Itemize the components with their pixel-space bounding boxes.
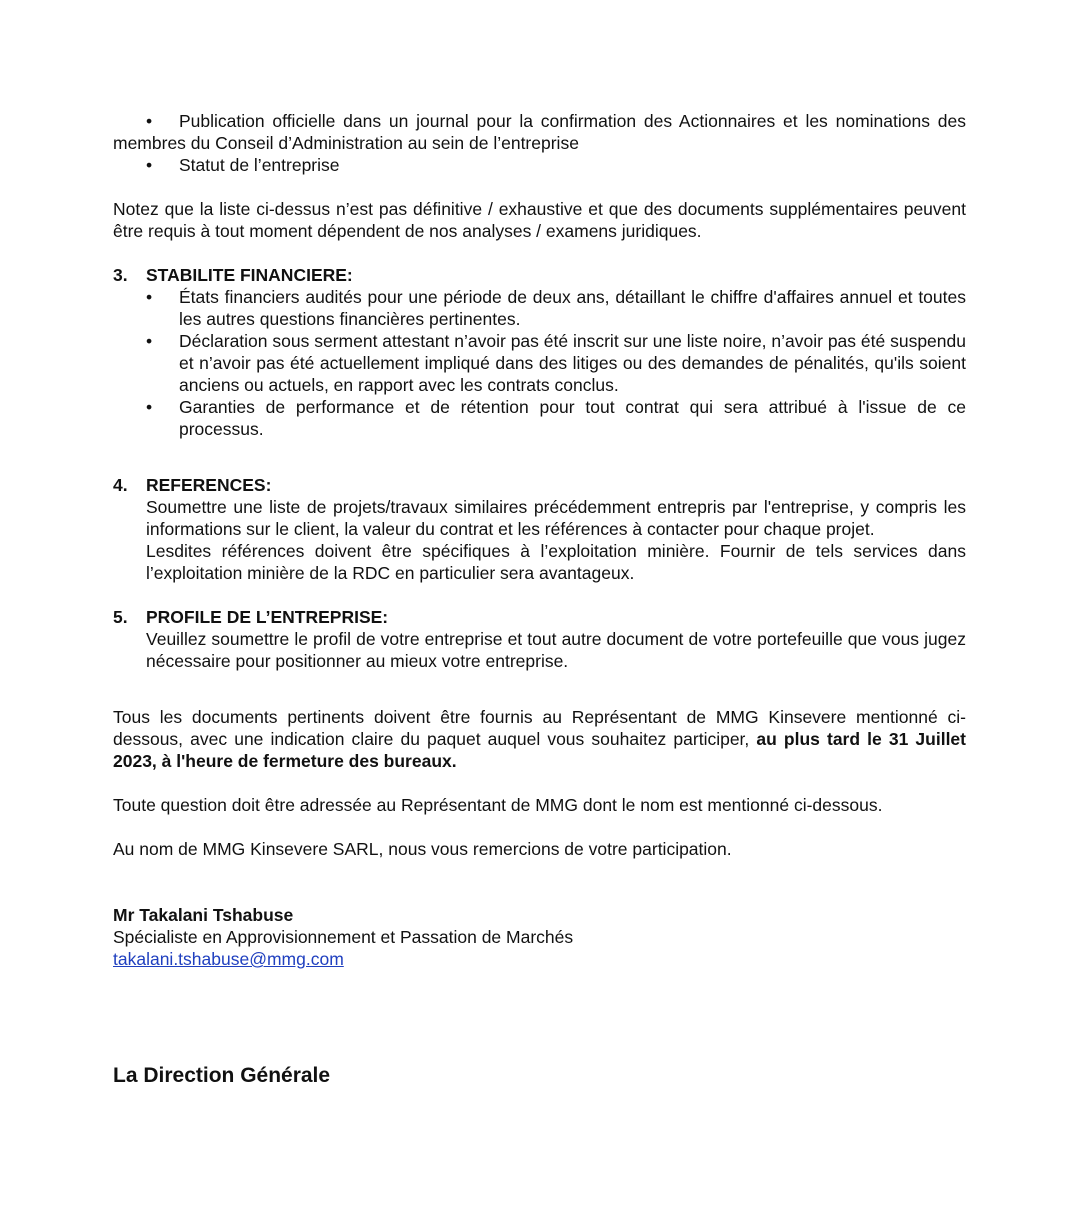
- bullet-icon: •: [146, 397, 153, 417]
- bullet-icon: •: [146, 287, 153, 307]
- section-heading: PROFILE DE L’ENTREPRISE:: [146, 607, 389, 627]
- list-item: [113, 154, 966, 176]
- list-item: [113, 110, 966, 154]
- section-number: 3.: [113, 265, 128, 285]
- section-number: 4.: [113, 475, 128, 495]
- financial-bullet-list: [146, 286, 966, 440]
- bullet-icon: •: [146, 331, 153, 351]
- signatory-email-link[interactable]: takalani.tshabuse@mmg.com: [113, 949, 344, 969]
- signatory-name: Mr Takalani Tshabuse: [113, 905, 294, 925]
- list-item-text: Publication officielle dans un journal pour la confirmation des Actionnaires et les nominations des membres du Conseil d’Administration au sein de l’entreprise: [113, 111, 966, 153]
- submission-text: Tous les documents pertinents doivent être fournis au Représentant de MMG Kinsevere mentionné ci-dessous, avec une indication claire du paquet auquel vous souhaitez participer,: [113, 707, 966, 749]
- note-paragraph: Notez que la liste ci-dessus n’est pas définitive / exhaustive et que des documents supplémentaires peuvent être requis à tout moment dépendent de nos analyses / examens juridiques.: [113, 199, 966, 241]
- signatory-title: Spécialiste en Approvisionnement et Passation de Marchés: [113, 927, 574, 947]
- submission-deadline: au plus tard le 31 Juillet 2023, à l'heure de fermeture des bureaux.: [113, 729, 966, 771]
- section-financial-stability: [113, 264, 966, 440]
- signature-block: [113, 904, 966, 970]
- references-paragraph: Soumettre une liste de projets/travaux similaires précédemment entrepris par l'entreprise, y compris les informations sur le client, la valeur du contrat et les références à contacter pour chaque projet.: [146, 497, 966, 539]
- section-heading: STABILITE FINANCIERE:: [146, 265, 353, 285]
- list-item-text: États financiers audités pour une période de deux ans, détaillant le chiffre d'affaires annuel et toutes les autres questions financières pertinentes.: [179, 287, 966, 329]
- submission-paragraph: [113, 706, 966, 772]
- list-item-text: Garanties de performance et de rétention pour tout contrat qui sera attribué à l'issue de ce processus.: [179, 397, 966, 439]
- questions-paragraph: Toute question doit être adressée au Représentant de MMG dont le nom est mentionné ci-dessous.: [113, 795, 883, 815]
- list-item: [146, 396, 966, 440]
- section-number: 5.: [113, 607, 128, 627]
- profile-paragraph: Veuillez soumettre le profil de votre entreprise et tout autre document de votre portefeuille que vous jugez nécessaire pour positionner au mieux votre entreprise.: [146, 629, 966, 671]
- intro-bullet-list: [113, 110, 966, 176]
- list-item: [146, 286, 966, 330]
- bullet-icon: •: [146, 111, 153, 131]
- list-item-text: Déclaration sous serment attestant n’avoir pas été inscrit sur une liste noire, n’avoir pas été suspendu et n’avoir pas été actuellement impliqué dans des litiges ou des demandes de pénalités, qu'ils soient anciens ou actuels, en rapport avec les contrats conclus.: [179, 331, 966, 395]
- closing-signature: La Direction Générale: [113, 1064, 331, 1087]
- references-paragraph: Lesdites références doivent être spécifiques à l’exploitation minière. Fournir de tels services dans l’exploitation minière de la RDC en particulier sera avantageux.: [146, 541, 966, 583]
- thanks-paragraph: Au nom de MMG Kinsevere SARL, nous vous remercions de votre participation.: [113, 839, 732, 859]
- list-item-text: Statut de l’entreprise: [179, 155, 340, 175]
- bullet-icon: •: [146, 155, 153, 175]
- section-company-profile: [113, 606, 966, 672]
- section-heading: REFERENCES:: [146, 475, 272, 495]
- section-references: [113, 474, 966, 584]
- document-page: [113, 110, 966, 1089]
- list-item: [146, 330, 966, 396]
